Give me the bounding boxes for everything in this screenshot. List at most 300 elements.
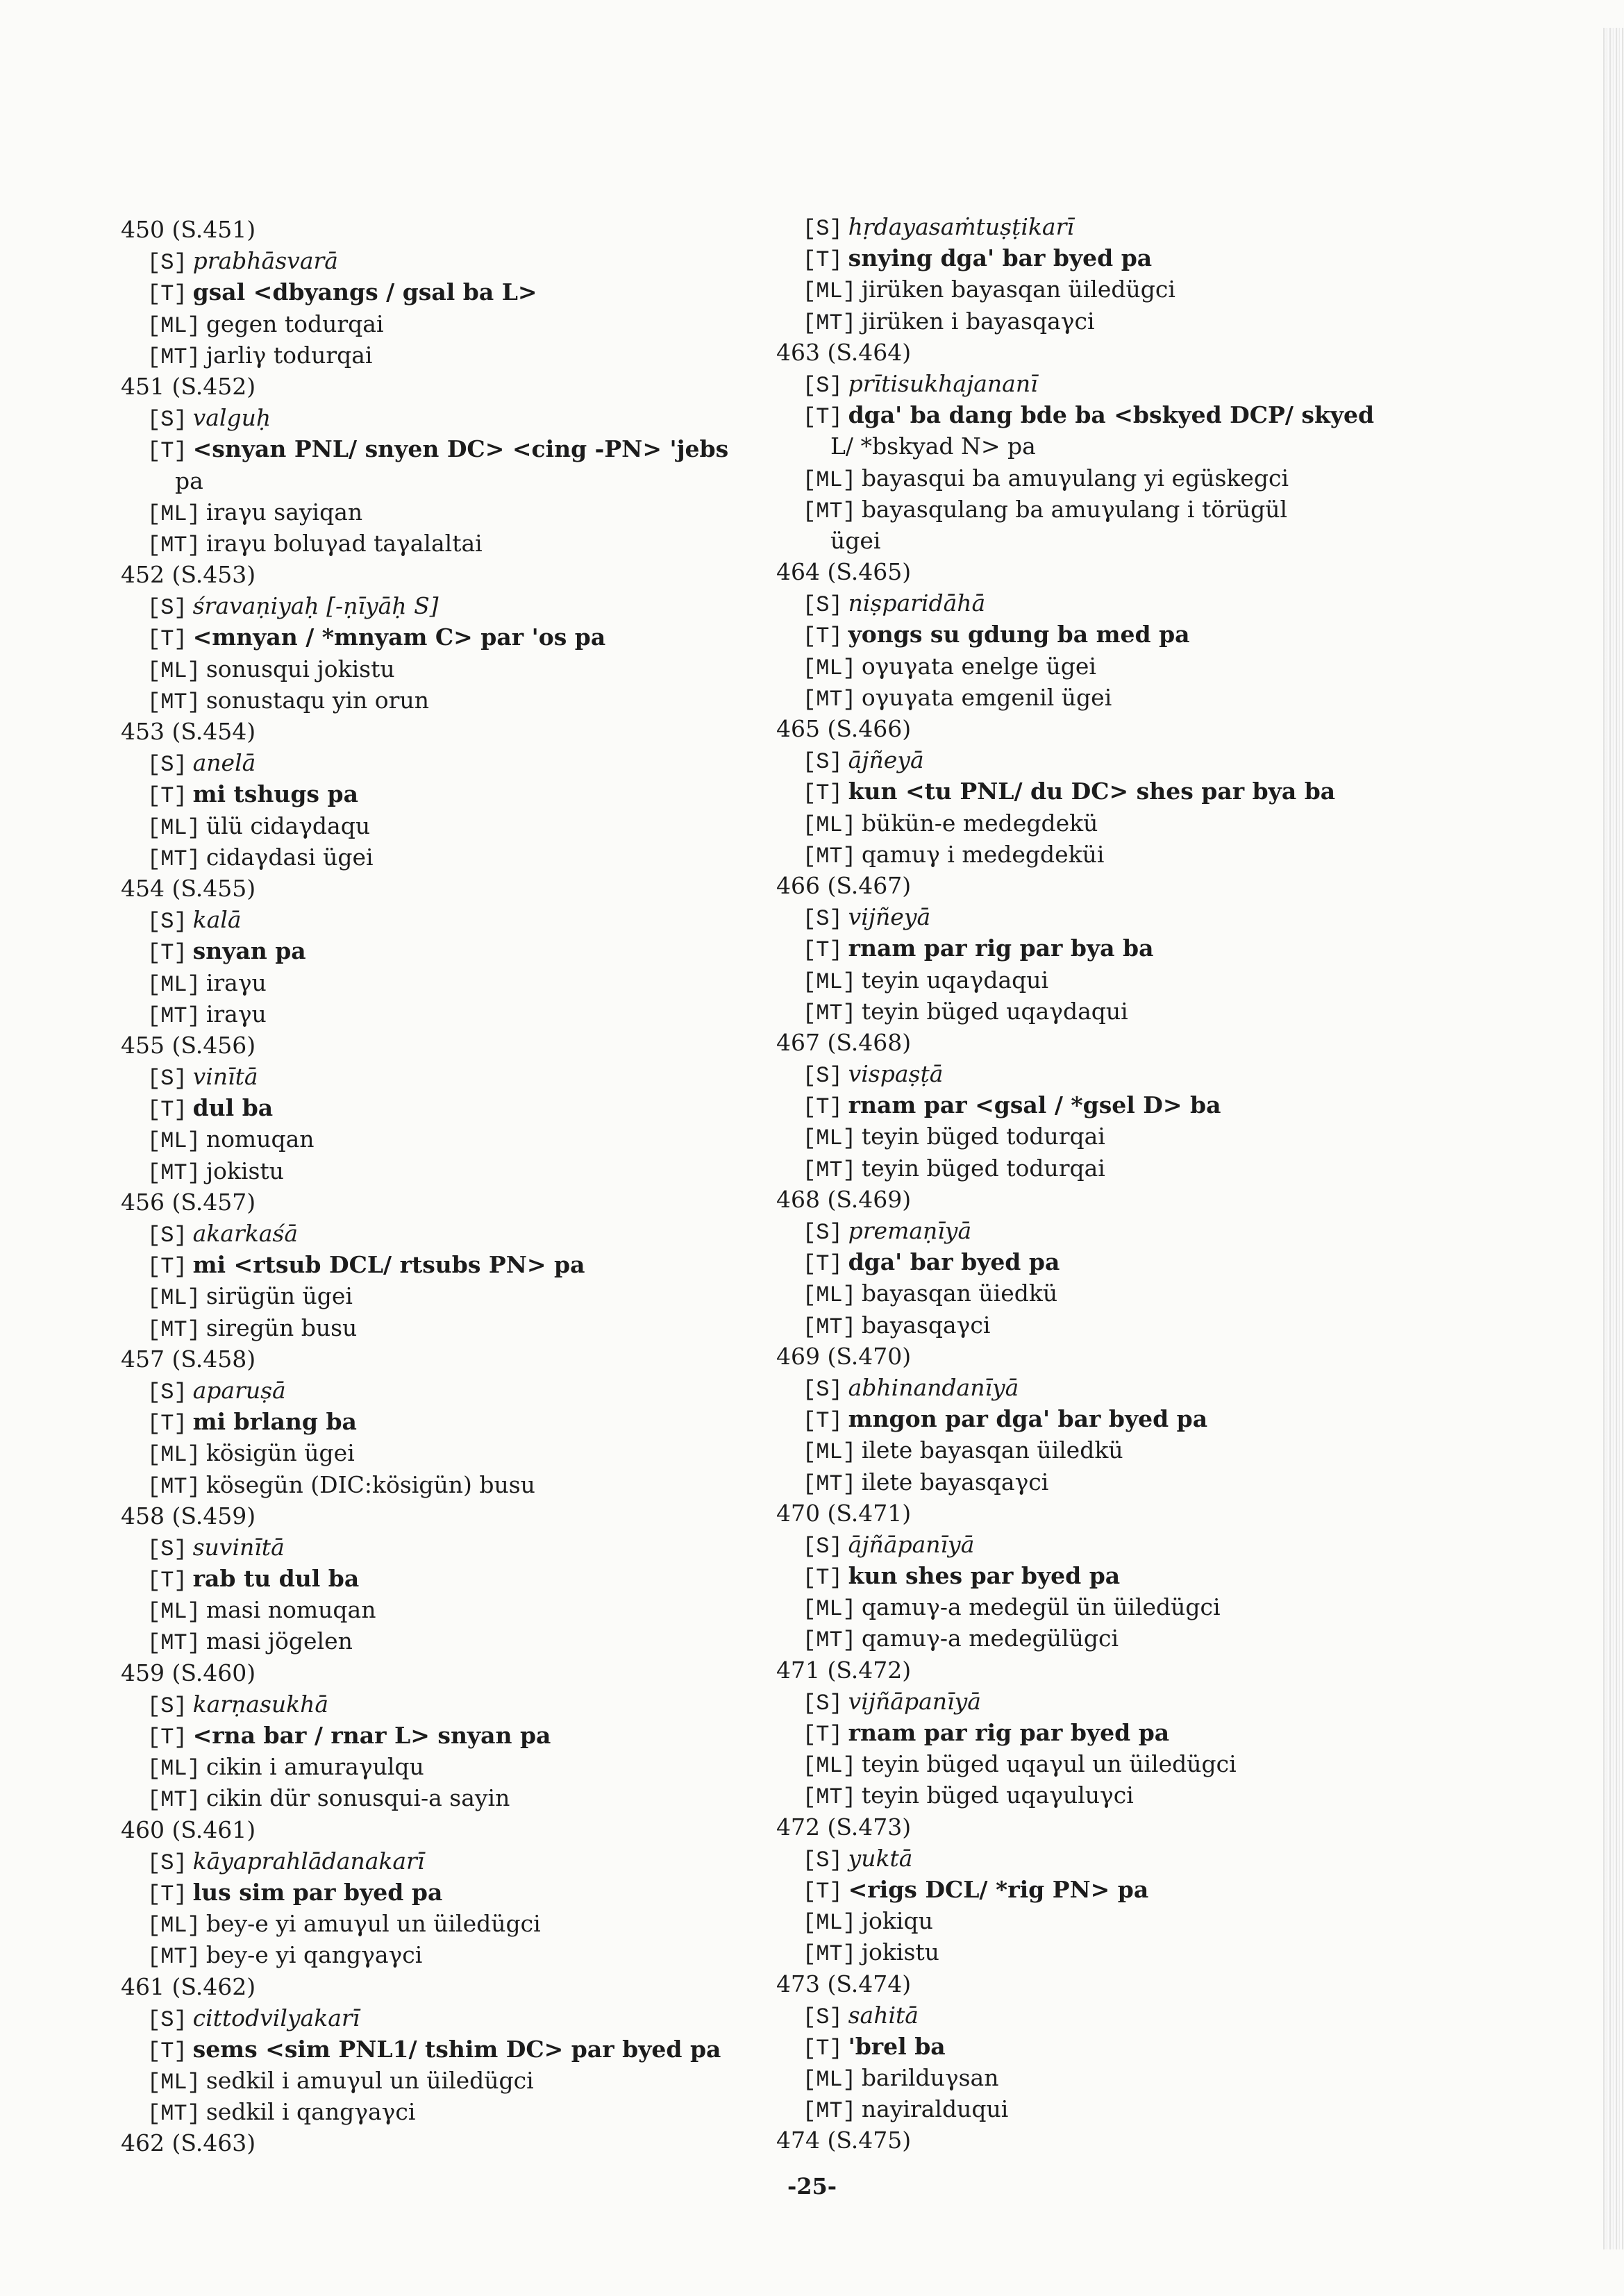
entry-line-ml: [776, 1591, 1443, 1623]
entry-text: iraγu boluγad taγalaltai: [206, 529, 483, 557]
entry-line-t: [121, 935, 787, 966]
entry-line-t: [121, 778, 787, 810]
entry-line-t: [776, 1717, 1443, 1748]
entry-line-ml: [121, 496, 787, 528]
language-tag: [T]: [803, 1094, 843, 1121]
entry-text: dga' ba dang bde ba <bskyed DCP/ skyed: [848, 401, 1375, 429]
language-tag: [S]: [803, 906, 843, 932]
language-tag: [S]: [803, 2004, 843, 2030]
language-tag: [MT]: [803, 1941, 856, 1968]
language-tag: [ML]: [147, 1285, 201, 1312]
language-tag: [ML]: [803, 655, 856, 681]
language-tag: [MT]: [147, 344, 201, 370]
entry-line-t: [776, 932, 1443, 964]
language-tag: [ML]: [147, 312, 201, 339]
entry-line-t: [121, 433, 787, 464]
entry-text: jirüken bayasqan üiledügci: [861, 276, 1175, 303]
entry-line-mt: [776, 305, 1443, 337]
entry-line-s: [776, 211, 1443, 242]
language-tag: [T]: [147, 1411, 187, 1437]
language-tag: [T]: [147, 1881, 187, 1907]
entry-text: karṇasukhā: [192, 1690, 329, 1718]
entry-text: bükün-e medegdekü: [861, 809, 1098, 837]
entry-text: bayasqulang ba amuγulang i törügül: [861, 495, 1288, 523]
entry-text: jokistu: [206, 1157, 284, 1184]
entry-text: nayiralduqui: [861, 2095, 1009, 2123]
entry-text: rnam par rig par bya ba: [848, 935, 1154, 962]
entry-line-mt: [776, 1779, 1443, 1811]
entry-text: jokistu: [861, 1938, 939, 1966]
entry-number: 473 (S.474): [776, 1970, 912, 1997]
entry-number: 450 (S.451): [121, 216, 256, 243]
entry-number: 469 (S.470): [776, 1342, 912, 1370]
entry-text: <rna bar / rnar L> snyan pa: [192, 1722, 551, 1749]
language-tag: [ML]: [803, 1282, 856, 1309]
entry-text: iraγu: [206, 969, 267, 996]
language-tag: [MT]: [147, 1003, 201, 1029]
entry-text: kun shes par byed pa: [848, 1562, 1121, 1590]
entry-line-s: [121, 590, 787, 621]
language-tag: [T]: [803, 2035, 843, 2061]
entry-line-s: [776, 1215, 1443, 1246]
entry-text: jirüken i bayasqaγci: [861, 307, 1095, 335]
entry-text: ilete bayasqaγci: [861, 1468, 1049, 1495]
entry-text: sedkil i amuγul un üiledügci: [206, 2067, 534, 2095]
language-tag: [ML]: [803, 1910, 856, 1936]
entry-text: hṛdayasaṁtuṣṭikarī: [848, 213, 1074, 240]
entry-text: prabhāsvarā: [192, 247, 338, 275]
language-tag: [S]: [147, 2006, 187, 2033]
entry-text: jarliγ todurqai: [206, 341, 373, 369]
language-tag: [T]: [147, 783, 187, 810]
entry-text: lus sim par byed pa: [192, 1878, 443, 1906]
entry-line-s: [121, 1375, 787, 1406]
entry-line-t: [776, 1246, 1443, 1277]
language-tag: [MT]: [147, 532, 201, 558]
language-tag: [MT]: [147, 846, 201, 872]
language-tag: [T]: [803, 1251, 843, 1277]
language-tag: [S]: [147, 1850, 187, 1876]
entry-text: suvinītā: [192, 1533, 285, 1561]
entry-text: sonusqui jokistu: [206, 655, 395, 682]
language-tag: [ML]: [147, 1756, 201, 1782]
language-tag: [MT]: [803, 1470, 856, 1497]
entry-line-mt: [121, 1939, 787, 1970]
entry-text: kun <tu PNL/ du DC> shes par bya ba: [848, 778, 1336, 805]
language-tag: [T]: [803, 247, 843, 274]
entry-text: jokiqu: [861, 1907, 933, 1935]
entry-line-ml: [776, 1121, 1443, 1152]
entry-text: iraγu sayiqan: [206, 498, 363, 526]
entry-line-mt: [776, 1153, 1443, 1184]
right-column: [776, 211, 1443, 2156]
entry-line-ml: [776, 1434, 1443, 1466]
entry-line-ml: [121, 1123, 787, 1155]
entry-text: ājñeyā: [848, 746, 924, 774]
entry-line-t: [121, 1563, 787, 1594]
language-tag: [ML]: [147, 2070, 201, 2096]
entry-line-ml: [776, 807, 1443, 839]
entry-line-mt: [121, 1155, 787, 1187]
entry-line-mt: [121, 841, 787, 873]
entry-line-mt: [121, 2096, 787, 2127]
entry-text: rnam par rig par byed pa: [848, 1719, 1170, 1746]
entry-text: yongs su gdung ba med pa: [848, 621, 1190, 648]
language-tag: [MT]: [803, 686, 856, 712]
language-tag: [S]: [147, 752, 187, 778]
language-tag: [T]: [147, 1254, 187, 1280]
entry-line-s: [776, 1686, 1443, 1717]
language-tag: [MT]: [803, 498, 856, 524]
language-tag: [T]: [147, 1097, 187, 1123]
entry-number: 467 (S.468): [776, 1028, 912, 1056]
entry-number: 455 (S.456): [121, 1031, 256, 1059]
entry-text: iraγu: [206, 1000, 267, 1028]
language-tag: [S]: [147, 1223, 187, 1248]
language-tag: [MT]: [803, 1157, 856, 1183]
entry-line-mt: [121, 1782, 787, 1813]
entry-text: vijñeyā: [848, 903, 931, 931]
language-tag: [ML]: [803, 969, 856, 995]
entry-text: sahitā: [848, 2001, 919, 2029]
entry-text: snyan pa: [192, 937, 306, 965]
entry-line-ml: [121, 1751, 787, 1782]
entry-text: mi brlang ba: [192, 1408, 357, 1436]
entry-text: masi nomuqan: [206, 1596, 376, 1624]
language-tag: [S]: [803, 372, 843, 399]
entry-line-mt: [776, 839, 1443, 870]
entry-text: gegen todurqai: [206, 310, 384, 337]
entry-number: 465 (S.466): [776, 715, 912, 742]
entry-line-ml: [776, 462, 1443, 494]
language-tag: [ML]: [147, 1442, 201, 1468]
entry-text: rnam par <gsal / *gsel D> ba: [848, 1091, 1221, 1119]
language-tag: [MT]: [147, 1630, 201, 1657]
entry-line-t: [776, 619, 1443, 650]
entry-number: 463 (S.464): [776, 338, 912, 366]
entry-line-mt: [776, 2093, 1443, 2125]
entry-line-s: [121, 1061, 787, 1092]
language-tag: [T]: [147, 940, 187, 966]
entry-text: bey-e yi qangγaγci: [206, 1941, 423, 1969]
entry-line-ml: [121, 1908, 787, 1939]
language-tag: [MT]: [803, 1000, 856, 1026]
entry-text: bayasqan üiedkü: [861, 1280, 1058, 1307]
language-tag: [MT]: [803, 2098, 856, 2125]
entry-line-t: [776, 399, 1443, 430]
entry-text: śravaṇiyaḥ [-ṇīyāḥ S]: [192, 592, 439, 620]
language-tag: [T]: [803, 404, 843, 430]
left-column: [121, 214, 787, 2159]
entry-number: 461 (S.462): [121, 1972, 256, 2000]
entry-line-mt: [776, 996, 1443, 1027]
language-tag: [ML]: [803, 467, 856, 493]
entry-text: niṣparidāhā: [848, 589, 986, 617]
language-tag: [T]: [147, 1725, 187, 1750]
entry-text: mi tshugs pa: [192, 780, 358, 808]
language-tag: [MT]: [147, 1473, 201, 1500]
entry-line-t: [121, 1092, 787, 1123]
language-tag: [ML]: [147, 657, 201, 684]
entry-continuation: L/ *bskyad N> pa: [830, 433, 1036, 460]
entry-line-mt: [121, 1312, 787, 1343]
entry-text: yuktā: [848, 1844, 913, 1872]
entry-text: qamuγ-a medegülügci: [861, 1625, 1119, 1652]
entry-line-ml: [121, 1280, 787, 1312]
language-tag: [T]: [803, 1565, 843, 1591]
language-tag: [ML]: [803, 2067, 856, 2093]
language-tag: [S]: [803, 749, 843, 776]
language-tag: [S]: [803, 1376, 843, 1402]
entry-line-ml: [121, 1594, 787, 1625]
entry-line-ml: [121, 308, 787, 340]
entry-number: 468 (S.469): [776, 1185, 912, 1213]
entry-line-t: [776, 242, 1443, 274]
entry-line-s: [121, 747, 787, 778]
entry-line-mt: [121, 340, 787, 371]
entry-number: 451 (S.452): [121, 372, 256, 400]
entry-text: teyin büged todurqai: [861, 1154, 1105, 1182]
entry-line-mt: [776, 494, 1443, 525]
entry-line-mt: [776, 1466, 1443, 1498]
language-tag: [ML]: [147, 1913, 201, 1939]
language-tag: [MT]: [803, 1627, 856, 1654]
entry-text: bayasqaγci: [861, 1311, 991, 1339]
language-tag: [MT]: [803, 1314, 856, 1340]
entry-line-mt: [121, 685, 787, 716]
entry-line-t: [776, 1874, 1443, 1905]
language-tag: [S]: [803, 216, 843, 242]
entry-text: oγuγata emgenil ügei: [861, 683, 1112, 711]
language-tag: [MT]: [147, 1159, 201, 1186]
language-tag: [S]: [147, 250, 187, 276]
entry-line-ml: [776, 1905, 1443, 1936]
language-tag: [T]: [147, 626, 187, 653]
entry-line-ml: [121, 653, 787, 685]
entry-number: 453 (S.454): [121, 718, 256, 745]
language-tag: [S]: [147, 1693, 187, 1719]
language-tag: [ML]: [803, 1753, 856, 1779]
entry-line-s: [776, 1843, 1443, 1874]
entry-line-s: [121, 1689, 787, 1720]
language-tag: [S]: [803, 1220, 843, 1246]
entry-line-ml: [776, 1277, 1443, 1309]
entry-text: qamuγ-a medegül ün üiledügci: [861, 1593, 1221, 1621]
language-tag: [MT]: [147, 1316, 201, 1343]
language-tag: [S]: [147, 909, 187, 935]
entry-line-ml: [121, 1437, 787, 1468]
entry-line-s: [121, 1218, 787, 1249]
language-tag: [ML]: [147, 1599, 201, 1625]
entry-line-s: [121, 245, 787, 276]
entry-text: cikin i amuraγulqu: [206, 1753, 424, 1781]
entry-line-t: [776, 1403, 1443, 1434]
language-tag: [T]: [147, 2038, 187, 2064]
entry-line-t: [121, 2034, 787, 2065]
entry-line-s: [121, 1845, 787, 1877]
entry-text: teyin uqaγdaqui: [861, 966, 1049, 994]
language-tag: [MT]: [803, 310, 856, 336]
entry-text: nomuqan: [206, 1125, 315, 1153]
entry-text: sonustaqu yin orun: [206, 686, 429, 714]
entry-text: cittodvilyakarī: [192, 2004, 360, 2031]
entry-text: snying dga' bar byed pa: [848, 244, 1153, 272]
entry-line-ml: [121, 810, 787, 841]
entry-text: akarkaśā: [192, 1220, 299, 1247]
language-tag: [MT]: [803, 843, 856, 869]
language-tag: [S]: [147, 1066, 187, 1092]
entry-text: cikin dür sonusqui-a sayin: [206, 1784, 510, 1812]
entry-number: 456 (S.457): [121, 1188, 256, 1216]
entry-number: 471 (S.472): [776, 1656, 912, 1684]
entry-line-t: [776, 1089, 1443, 1121]
entry-text: barilduγsan: [861, 2064, 999, 2092]
entry-line-t: [121, 1877, 787, 1908]
entry-text: teyin büged uqaγul un üiledügci: [861, 1750, 1237, 1778]
entry-text: mngon par dga' bar byed pa: [848, 1405, 1208, 1433]
entry-line-mt: [776, 1309, 1443, 1341]
entry-text: oγuγata enelge ügei: [861, 652, 1096, 680]
entry-number: 459 (S.460): [121, 1659, 256, 1686]
entry-continuation: ügei: [830, 526, 881, 554]
entry-number: 470 (S.471): [776, 1499, 912, 1527]
entry-number: 466 (S.467): [776, 871, 912, 899]
entry-line-s: [121, 904, 787, 935]
entry-text: premaṇīyā: [848, 1217, 972, 1244]
entry-line-ml: [121, 2065, 787, 2096]
entry-text: sedkil i qangγaγci: [206, 2098, 416, 2126]
language-tag: [ML]: [803, 812, 856, 838]
entry-line-mt: [121, 528, 787, 559]
entry-line-ml: [121, 967, 787, 998]
entry-text: bayasqui ba amuγulang yi egüskegci: [861, 464, 1289, 492]
entry-text: aparuṣā: [192, 1376, 286, 1404]
language-tag: [S]: [803, 592, 843, 619]
scan-edge-shadow: [1603, 28, 1624, 2249]
entry-line-mt: [776, 1936, 1443, 1968]
language-tag: [ML]: [803, 1125, 856, 1152]
entry-text: dul ba: [192, 1094, 274, 1122]
language-tag: [MT]: [147, 2101, 201, 2127]
entry-line-ml: [776, 274, 1443, 305]
entry-text: valguḥ: [192, 404, 271, 432]
entry-line-s: [121, 2002, 787, 2034]
language-tag: [ML]: [803, 278, 856, 305]
entry-number: 458 (S.459): [121, 1502, 256, 1530]
entry-line-s: [776, 901, 1443, 932]
language-tag: [ML]: [147, 971, 201, 998]
entry-line-ml: [776, 651, 1443, 682]
entry-number: 472 (S.473): [776, 1813, 912, 1841]
entry-line-mt: [776, 682, 1443, 713]
language-tag: [MT]: [147, 1944, 201, 1970]
entry-line-ml: [776, 964, 1443, 996]
entry-line-s: [776, 587, 1443, 619]
entry-text: vispaṣṭā: [848, 1060, 944, 1088]
entry-line-t: [121, 621, 787, 653]
entry-text: vinītā: [192, 1063, 258, 1091]
entry-number: 464 (S.465): [776, 558, 912, 586]
entry-text: prītisukhajananī: [848, 369, 1038, 397]
language-tag: [ML]: [803, 1439, 856, 1466]
language-tag: [MT]: [803, 1784, 856, 1811]
entry-text: dga' bar byed pa: [848, 1248, 1060, 1276]
language-tag: [S]: [147, 1379, 187, 1405]
entry-line-s: [776, 744, 1443, 776]
entry-line-mt: [121, 998, 787, 1030]
language-tag: [T]: [803, 1878, 843, 1904]
entry-text: teyin büged uqaγdaqui: [861, 997, 1128, 1025]
entry-line-mt: [776, 1623, 1443, 1654]
entry-text: <rigs DCL/ *rig PN> pa: [848, 1875, 1149, 1903]
language-tag: [T]: [147, 281, 187, 308]
entry-number: 452 (S.453): [121, 561, 256, 589]
entry-line-mt: [121, 1625, 787, 1657]
entry-line-t: [121, 1406, 787, 1437]
language-tag: [MT]: [147, 1787, 201, 1813]
entry-text: kösegün (DIC:kösigün) busu: [206, 1470, 535, 1498]
language-tag: [ML]: [147, 501, 201, 527]
entry-line-t: [776, 2031, 1443, 2062]
language-tag: [T]: [147, 1568, 187, 1594]
entry-line-t: [776, 776, 1443, 807]
entry-text: abhinandanīyā: [848, 1373, 1019, 1401]
entry-line-ml: [776, 2062, 1443, 2093]
entry-line-t: [776, 1560, 1443, 1591]
entry-text: cidaγdasi ügei: [206, 843, 374, 871]
language-tag: [S]: [147, 1536, 187, 1562]
language-tag: [S]: [803, 1690, 843, 1716]
entry-continuation: pa: [175, 467, 203, 494]
entry-text: teyin büged uqaγuluγci: [861, 1782, 1134, 1809]
entry-text: rab tu dul ba: [192, 1565, 360, 1593]
entry-text: ājñāpanīyā: [848, 1530, 975, 1558]
entry-line-s: [776, 1372, 1443, 1403]
entry-text: teyin büged todurqai: [861, 1123, 1105, 1150]
entry-text: kösigün ügei: [206, 1439, 355, 1467]
page-number: -25-: [787, 2173, 837, 2199]
entry-text: sirügün ügei: [206, 1282, 353, 1310]
entry-text: mi <rtsub DCL/ rtsubs PN> pa: [192, 1251, 585, 1279]
entry-line-s: [776, 1529, 1443, 1560]
entry-line-t: [121, 1720, 787, 1751]
entry-number: 460 (S.461): [121, 1816, 256, 1843]
language-tag: [ML]: [803, 1596, 856, 1623]
language-tag: [T]: [803, 937, 843, 964]
entry-text: qamuγ i medegdeküi: [861, 840, 1105, 868]
language-tag: [ML]: [147, 1128, 201, 1155]
language-tag: [ML]: [147, 814, 201, 841]
entry-line-mt: [121, 1469, 787, 1500]
entry-number: 474 (S.475): [776, 2127, 912, 2154]
language-tag: [S]: [803, 1847, 843, 1873]
entry-number: 462 (S.463): [121, 2129, 256, 2157]
language-tag: [T]: [803, 1408, 843, 1434]
entry-text: <mnyan / *mnyam C> par 'os pa: [192, 623, 606, 651]
language-tag: [T]: [147, 438, 187, 464]
language-tag: [T]: [803, 780, 843, 807]
entry-text: sems <sim PNL1/ tshim DC> par byed pa: [192, 2035, 721, 2063]
entry-line-s: [776, 1058, 1443, 1089]
entry-text: siregün busu: [206, 1314, 358, 1341]
entry-text: masi jögelen: [206, 1627, 353, 1655]
entry-text: gsal <dbyangs / gsal ba L>: [192, 278, 537, 306]
entry-line-s: [121, 1532, 787, 1563]
entry-line-t: [121, 276, 787, 308]
entry-text: anelā: [192, 749, 256, 777]
language-tag: [S]: [803, 1533, 843, 1559]
entry-text: kāyaprahlādanakarī: [192, 1847, 425, 1875]
